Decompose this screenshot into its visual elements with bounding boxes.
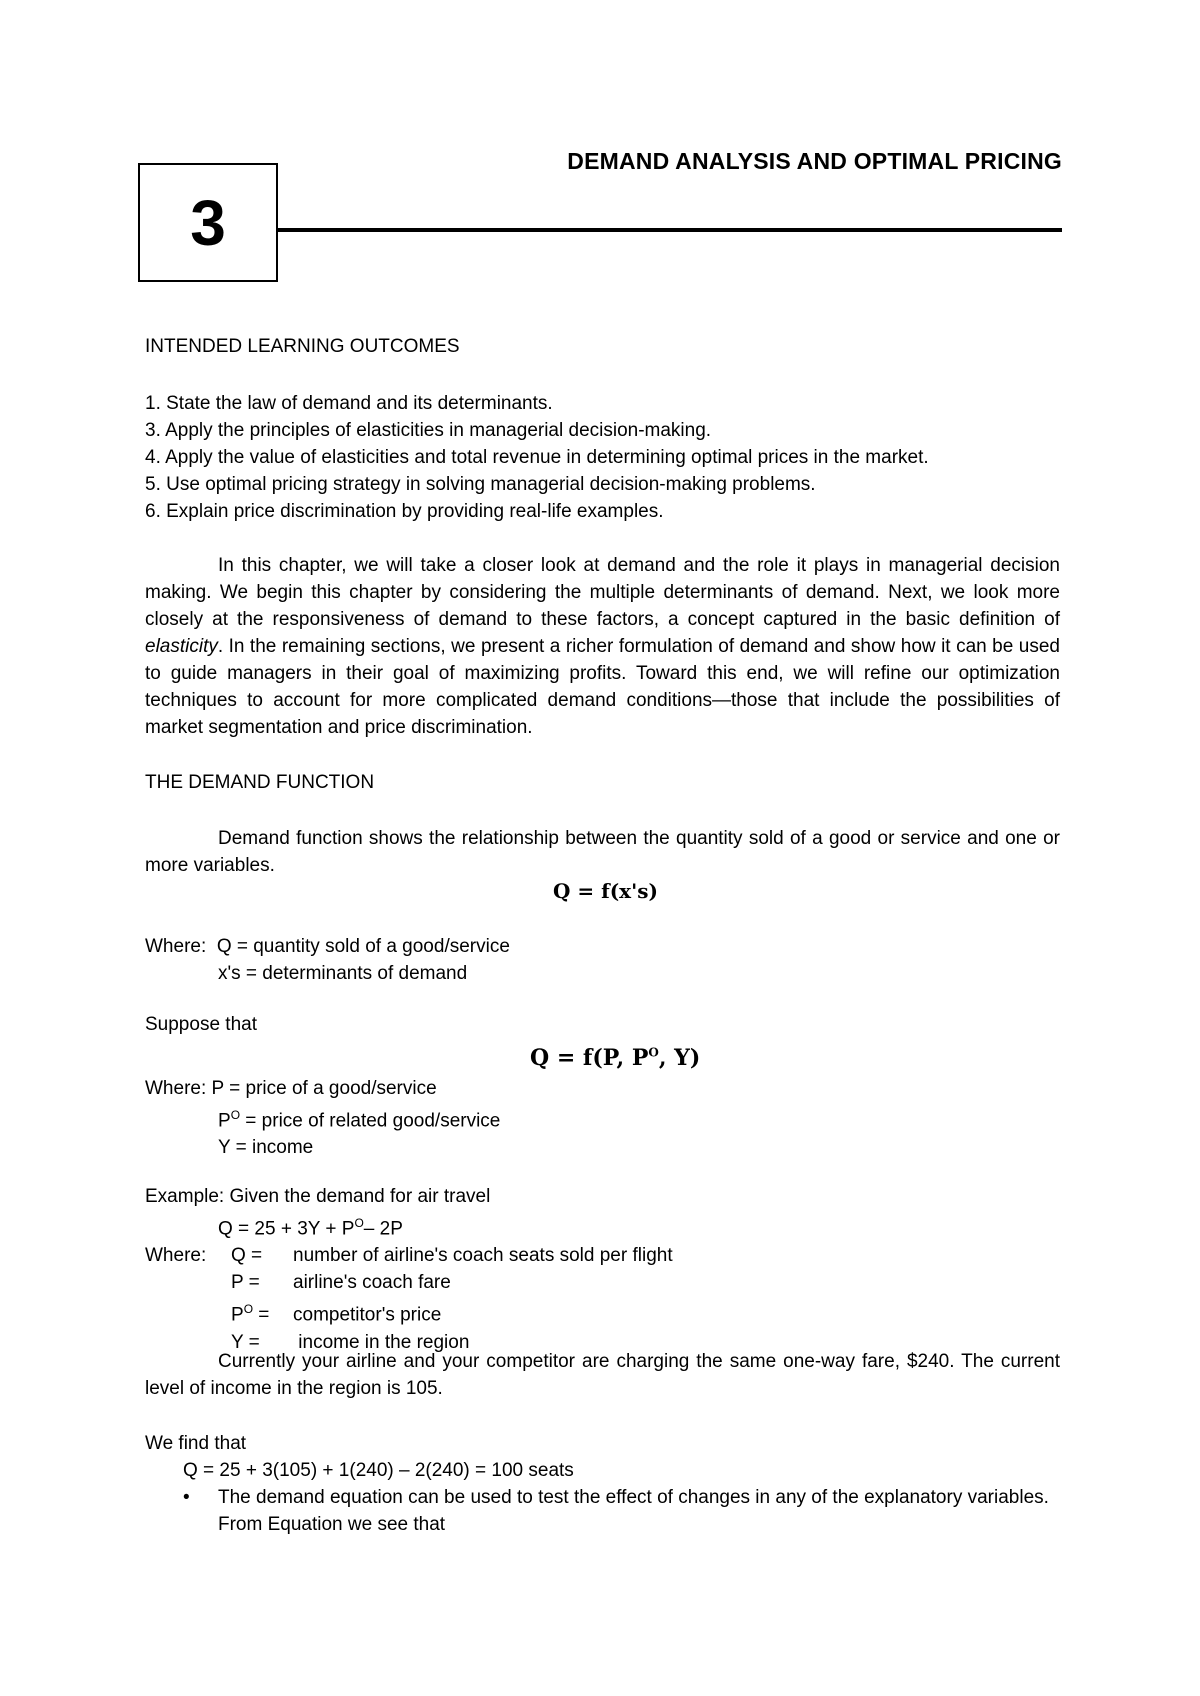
outcome-item: 3. Apply the principles of elasticities in managerial decision-making. — [145, 420, 712, 441]
bullet-text: The demand equation can be used to test the effect of changes in any of the explanatory variables. From Equation we see that — [218, 1487, 1049, 1535]
where-x: x's = determinants of demand — [218, 963, 468, 984]
outcome-item: 6. Explain price discrimination by providing real-life examples. — [145, 501, 664, 522]
intro-paragraph: In this chapter, we will take a closer look at demand and the role it plays in managerial decision making. We begin this chapter by considering the multiple determinants of demand. Next, we look more closely at the responsiveness of demand to these factors, a concept captured in the basic definition of elasticity. In the remaining sections, we present a richer formulation of demand and show how it can be used to guide managers in their goal of maximizing profits. Toward this end, we will refine our optimization techniques to account for more complicated demand conditions—those that include the possibilities of market segmentation and price discrimination. — [145, 555, 1060, 738]
where-label: Where: — [145, 936, 207, 957]
formula-demand-general: Q = f(x's) — [553, 879, 658, 903]
example-title: Example: Given the demand for air travel — [145, 1186, 491, 1207]
var-symbol: Y = — [231, 1331, 260, 1353]
formula-demand-specific: Q = f(P, $P^O$, Y) — [530, 1045, 701, 1071]
bullet-item — [145, 1484, 1060, 1538]
var-symbol: P = — [231, 1272, 260, 1294]
result-calculation: Q = 25 + 3(105) + 1(240) – 2(240) = 100 seats — [183, 1460, 574, 1481]
where-y: Y = income — [218, 1137, 314, 1159]
var-symbol: Q = — [231, 1245, 263, 1267]
chapter-number: 3 — [190, 186, 226, 259]
demand-function-definition: Demand function shows the relationship between the quantity sold of a good or service and one or more variables. — [145, 828, 1060, 876]
chapter-number-box — [138, 163, 278, 282]
outcomes-list — [145, 390, 1060, 525]
demand-function-heading: THE DEMAND FUNCTION — [145, 772, 375, 793]
var-desc: income in the region — [293, 1331, 470, 1353]
chapter-title: DEMAND ANALYSIS AND OPTIMAL PRICING — [567, 148, 1062, 174]
title-divider — [278, 228, 1062, 232]
where-po: $P^O$ = price of related good/service — [218, 1108, 501, 1132]
var-desc: competitor's price — [293, 1304, 442, 1326]
var-symbol: $P^O$ = — [231, 1302, 270, 1326]
example-scenario: Currently your airline and your competitor are charging the same one-way fare, $240. The current level of income in the region is 105. — [145, 1351, 1060, 1399]
outcome-item: 4. Apply the value of elasticities and total revenue in determining optimal prices in the market. — [145, 447, 929, 468]
elasticity-term: elasticity — [145, 636, 218, 657]
var-desc: number of airline's coach seats sold per flight — [293, 1245, 673, 1267]
outcome-item: 5. Use optimal pricing strategy in solving managerial decision-making problems. — [145, 474, 816, 495]
where-p: Where: P = price of a good/service — [145, 1078, 437, 1099]
where-label: Where: — [145, 1245, 207, 1267]
outcome-item: 1. State the law of demand and its determinants. — [145, 393, 553, 414]
where-q: Q = quantity sold of a good/service — [216, 936, 510, 957]
where-block-2 — [145, 1075, 1060, 1161]
result-block — [145, 1430, 1060, 1538]
example-block — [145, 1183, 1060, 1356]
result-heading: We find that — [145, 1433, 247, 1454]
example-equation: $Q = 25 + 3Y + P^O-$ 2P — [218, 1216, 403, 1240]
bullet-icon: • — [183, 1487, 190, 1508]
suppose-label: Suppose that — [145, 1014, 257, 1035]
outcomes-heading: INTENDED LEARNING OUTCOMES — [145, 336, 460, 357]
var-desc: airline's coach fare — [293, 1272, 451, 1294]
where-block-1 — [145, 933, 1060, 987]
